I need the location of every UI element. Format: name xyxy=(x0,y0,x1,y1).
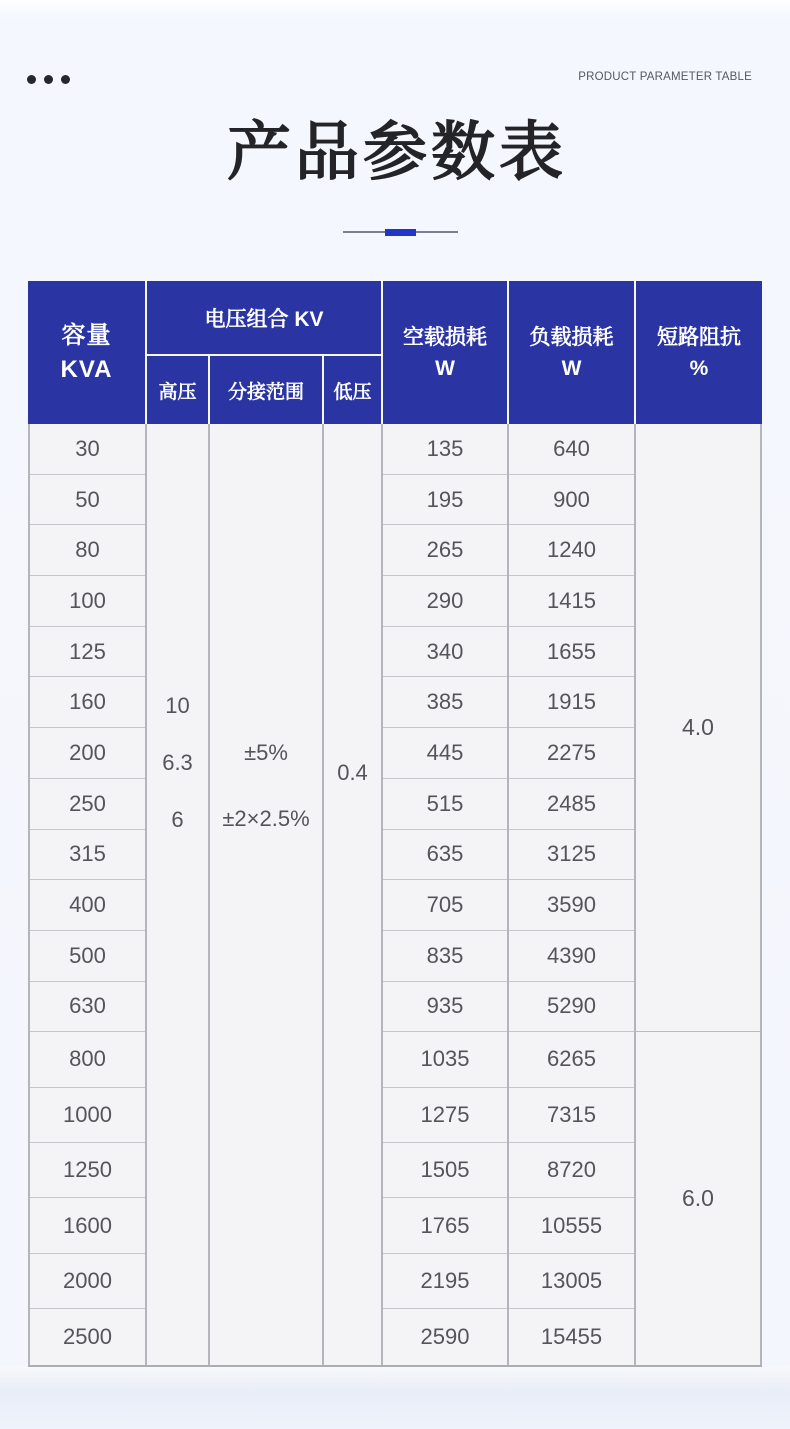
header-voltage-group-label: 电压组合 KV xyxy=(204,307,324,331)
high-voltage-value: 6.3 xyxy=(162,750,193,775)
header-capacity-line1: 容量 xyxy=(61,321,112,349)
capacity-cell: 160 xyxy=(30,677,145,728)
header-voltage-group xyxy=(147,281,383,356)
bottom-shadow xyxy=(0,1367,790,1429)
capacity-cell: 80 xyxy=(30,525,145,576)
table-header xyxy=(28,281,762,424)
load-loss-cell: 1655 xyxy=(509,627,634,678)
capacity-cell: 315 xyxy=(30,830,145,881)
capacity-cell: 125 xyxy=(30,627,145,678)
load-loss-cell: 4390 xyxy=(509,931,634,982)
capacity-cell: 1250 xyxy=(30,1143,145,1198)
table-body xyxy=(28,424,762,1367)
page-title: 产品参数表 xyxy=(227,116,567,188)
capacity-cell: 1600 xyxy=(30,1198,145,1253)
load-loss-cell: 1415 xyxy=(509,576,634,627)
header-impedance xyxy=(636,281,762,424)
no-load-loss-cell: 1765 xyxy=(383,1198,507,1253)
no-load-loss-cell: 445 xyxy=(383,728,507,779)
header-low-voltage-label: 低压 xyxy=(333,381,372,403)
load-loss-cell: 3590 xyxy=(509,880,634,931)
load-loss-cell: 5290 xyxy=(509,982,634,1033)
high-voltage-merged-cell xyxy=(147,424,210,1365)
no-load-loss-cell: 2590 xyxy=(420,1323,470,1349)
tap-range-value: ±2×2.5% xyxy=(222,806,310,831)
capacity-cell: 100 xyxy=(30,576,145,627)
impedance-group2-cell: 6.0 xyxy=(682,1185,714,1212)
high-voltage-value: 10 xyxy=(165,693,190,718)
header-impedance-line2: % xyxy=(689,356,709,380)
no-load-loss-cell: 265 xyxy=(383,525,507,576)
no-load-loss-cell: 1035 xyxy=(383,1032,507,1087)
no-load-loss-column xyxy=(383,424,509,1365)
header-load-loss-line1: 负载损耗 xyxy=(529,325,614,349)
capacity-cell: 250 xyxy=(30,779,145,830)
header-no-load-loss-line1: 空载损耗 xyxy=(403,325,487,349)
header-load-loss-line2: W xyxy=(561,356,582,380)
capacity-cell: 50 xyxy=(30,475,145,526)
tap-range-merged-cell xyxy=(210,424,324,1365)
capacity-cell: 2000 xyxy=(30,1254,145,1309)
capacity-cell: 500 xyxy=(30,931,145,982)
header-tap-range-label: 分接范围 xyxy=(227,381,304,403)
header-high-voltage-label: 高压 xyxy=(158,381,197,403)
no-load-loss-cell: 290 xyxy=(383,576,507,627)
header-low-voltage xyxy=(324,356,383,424)
no-load-loss-cell: 935 xyxy=(383,982,507,1033)
no-load-loss-cell: 340 xyxy=(383,627,507,678)
capacity-cell: 2500 xyxy=(63,1323,112,1349)
load-loss-cell: 1915 xyxy=(509,677,634,728)
no-load-loss-cell: 1275 xyxy=(383,1088,507,1143)
no-load-loss-cell: 515 xyxy=(383,779,507,830)
capacity-cell: 30 xyxy=(30,424,145,475)
header-impedance-line1: 短路阻抗 xyxy=(657,325,741,349)
capacity-column xyxy=(28,424,147,1365)
tap-range-values xyxy=(210,424,322,1365)
capacity-cell: 630 xyxy=(30,982,145,1033)
no-load-loss-cell: 195 xyxy=(383,475,507,526)
load-loss-cell: 8720 xyxy=(509,1143,634,1198)
header-no-load-loss-line2: W xyxy=(435,356,455,380)
no-load-loss-cell: 385 xyxy=(383,677,507,728)
load-loss-cell: 2485 xyxy=(509,779,634,830)
decorative-dots xyxy=(27,75,70,84)
high-voltage-value: 6 xyxy=(171,807,184,832)
capacity-cell: 400 xyxy=(30,880,145,931)
high-voltage-values xyxy=(147,424,208,1365)
no-load-loss-cell: 835 xyxy=(383,931,507,982)
divider-accent xyxy=(385,229,416,236)
header-capacity-line2: KVA xyxy=(60,355,113,383)
load-loss-cell: 640 xyxy=(509,424,634,475)
load-loss-cell: 6265 xyxy=(509,1032,634,1087)
dot-icon xyxy=(44,75,53,84)
load-loss-cell: 10555 xyxy=(509,1198,634,1253)
tap-range-value: ±5% xyxy=(244,740,288,765)
dot-icon xyxy=(61,75,70,84)
low-voltage-merged-cell xyxy=(324,424,383,1365)
capacity-cell: 800 xyxy=(30,1032,145,1087)
impedance-column xyxy=(636,424,762,1365)
load-loss-cell: 2275 xyxy=(509,728,634,779)
header-no-load-loss xyxy=(383,281,509,424)
parameter-table xyxy=(28,281,762,1367)
no-load-loss-cell: 1505 xyxy=(383,1143,507,1198)
load-loss-cell: 3125 xyxy=(509,830,634,881)
no-load-loss-cell: 705 xyxy=(383,880,507,931)
capacity-cell: 200 xyxy=(30,728,145,779)
low-voltage-value: 0.4 xyxy=(337,760,368,785)
low-voltage-values xyxy=(324,424,381,1365)
load-loss-cell: 7315 xyxy=(509,1088,634,1143)
header-load-loss xyxy=(509,281,636,424)
dot-icon xyxy=(27,75,36,84)
eyebrow-label: PRODUCT PARAMETER TABLE xyxy=(578,71,752,83)
load-loss-cell: 1240 xyxy=(509,525,634,576)
header-tap-range xyxy=(210,356,324,424)
title-divider xyxy=(343,229,458,236)
impedance-group1-cell: 4.0 xyxy=(636,424,760,1032)
no-load-loss-cell: 635 xyxy=(383,830,507,881)
no-load-loss-cell: 2195 xyxy=(383,1254,507,1309)
header-high-voltage xyxy=(147,356,210,424)
load-loss-cell: 13005 xyxy=(509,1254,634,1309)
header-capacity xyxy=(28,281,147,424)
load-loss-column xyxy=(509,424,636,1365)
no-load-loss-cell: 135 xyxy=(383,424,507,475)
load-loss-cell: 900 xyxy=(509,475,634,526)
capacity-cell: 1000 xyxy=(30,1088,145,1143)
load-loss-cell: 15455 xyxy=(540,1323,603,1349)
